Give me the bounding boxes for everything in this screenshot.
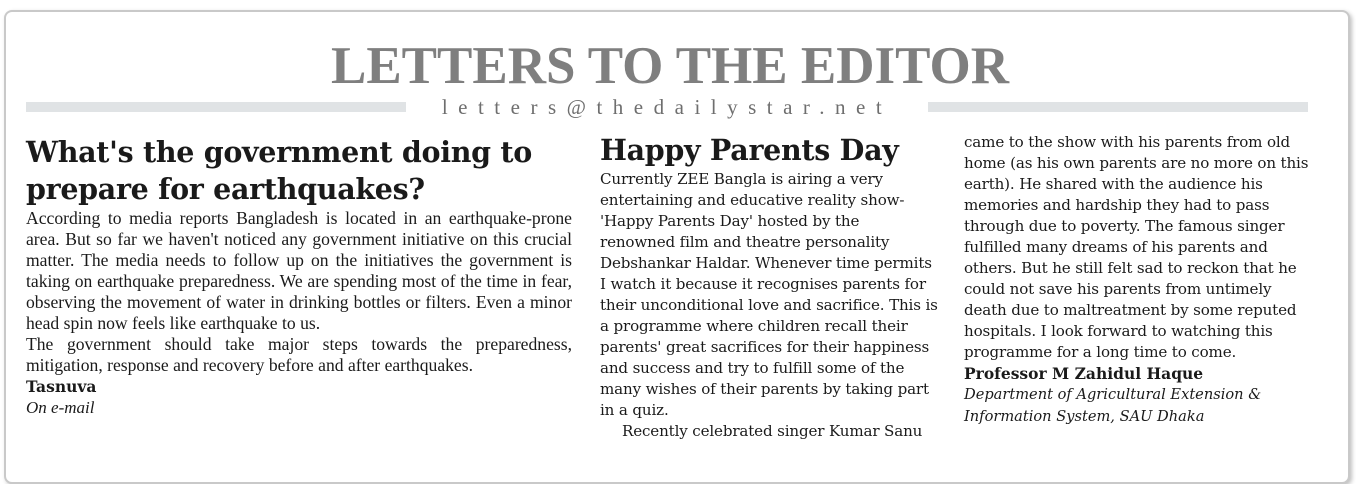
left-rule	[26, 102, 406, 112]
letter-paragraph-continued: came to the show with his parents from old home (as his own parents are no more on this earth). He shared with the audience his memories and hardship they had to pass through due to poverty. The famous singer fulfilled many dreams of his parents and others. But he still felt sad to reckon that he could not save his parents from untimely death due to maltreatment by some reputed hospitals. I look forward to watching this programme for a long time to come.	[964, 133, 1309, 361]
editor-email: letters@thedailystar.net	[441, 95, 893, 119]
letter-affiliation: On e-mail	[26, 398, 95, 417]
section-title: LETTERS TO THE EDITOR	[330, 37, 1010, 95]
letter-paragraph: According to media reports Bangladesh is located in an earthquake-prone area. But so far we haven't noticed any government initiative on this crucial matter. The media needs to follow up on the initiatives the government is taking on earthquake preparedness. We are spending most of the time in fear, observing the movement of water in drinking bottles or filters. Even a minor head spin now feels like earthquake to us.	[26, 208, 572, 333]
letter-paragraph-start: Recently celebrated singer Kumar Sanu	[622, 422, 923, 440]
letter-paragraph: Currently ZEE Bangla is airing a very entertaining and educative reality show-'Happy Parents Day' hosted by the renowned film and theatre personality Debshankar Haldar. Whenever time permits I watch it because it recognises parents for their unconditional love and sacrifice. This is a programme where children recall their parents' great sacrifices for their happiness and success and try to fulfill some of the many wishes of their parents by taking part in a quiz.	[600, 170, 938, 419]
letter-body	[600, 169, 938, 442]
letter-earthquake	[26, 132, 572, 418]
right-rule	[928, 102, 1308, 112]
letter-parents-day-continued	[964, 132, 1310, 428]
letter-parents-day	[600, 132, 938, 442]
letter-paragraph: The government should take major steps towards the preparedness, mitigation, response and recovery before and after earthquakes.	[26, 334, 572, 375]
letter-headline: What's the government doing to prepare for earthquakes?	[26, 135, 532, 206]
email-bar	[26, 94, 1308, 120]
letter-author: Tasnuva	[26, 377, 97, 396]
letter-author: Professor M Zahidul Haque	[964, 364, 1204, 383]
letter-body	[26, 208, 572, 376]
letter-headline: Happy Parents Day	[600, 133, 899, 167]
letter-affiliation: Department of Agricultural Extension & Information System, SAU Dhaka	[964, 386, 1262, 425]
letter-body-continued	[964, 132, 1310, 363]
